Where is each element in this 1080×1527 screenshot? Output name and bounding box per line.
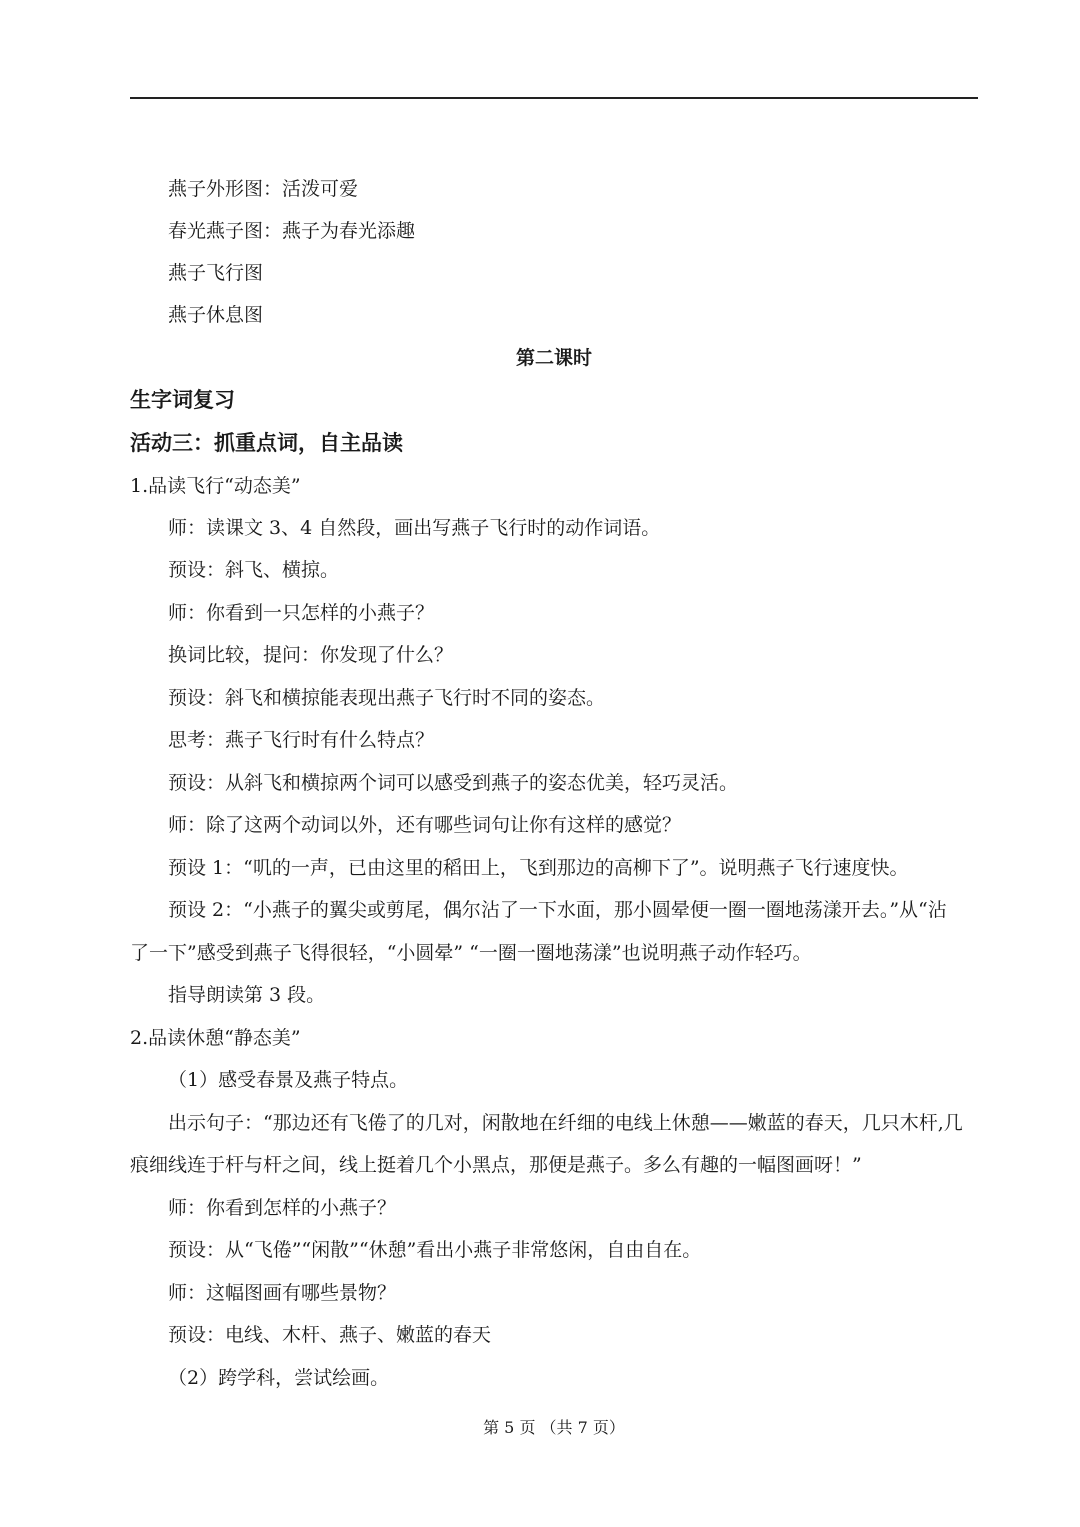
text-line: 预设：从“飞倦”“闲散”“休憩”看出小燕子非常悠闲，自由自在。 <box>168 1239 702 1261</box>
text-line: 师：你看到怎样的小燕子？ <box>168 1197 397 1219</box>
subsection-heading: 2.品读休憩“静态美” <box>130 1027 301 1049</box>
text-line: 预设：斜飞、横掠。 <box>168 559 340 581</box>
text-line: 指导朗读第 3 段。 <box>168 984 326 1006</box>
text-line: 预设：斜飞和横掠能表现出燕子飞行时不同的姿态。 <box>168 687 606 709</box>
text-line: 师：你看到一只怎样的小燕子？ <box>168 602 435 624</box>
text-line: 预设 2：“小燕子的翼尖或剪尾，偶尔沾了一下水面，那小圆晕便一圈一圈地荡漾开去。”从“沾 <box>168 899 947 921</box>
text-line: 师：除了这两个动词以外，还有哪些词句让你有这样的感觉？ <box>168 814 682 836</box>
text-line: 预设 1：“叽的一声，已由这里的稻田上，飞到那边的高柳下了”。说明燕子飞行速度快。 <box>168 857 909 879</box>
section-heading: 生字词复习 <box>130 387 235 412</box>
text-line: 燕子外形图：活泼可爱 <box>168 178 359 200</box>
text-line: 春光燕子图：燕子为春光添趣 <box>168 220 416 242</box>
text-line: 预设：电线、木杆、燕子、嫩蓝的春天 <box>168 1324 492 1346</box>
section-title: 第二课时 <box>515 347 592 369</box>
text-line: 师：读课文 3、4 自然段，画出写燕子飞行时的动作词语。 <box>168 517 661 539</box>
subsection-heading: 1.品读飞行“动态美” <box>130 475 301 497</box>
text-line: （1）感受春景及燕子特点。 <box>168 1069 409 1091</box>
text-line: 燕子飞行图 <box>168 262 264 284</box>
text-line: 预设：从斜飞和横掠两个词可以感受到燕子的姿态优美，轻巧灵活。 <box>168 772 739 794</box>
text-line: 痕细线连于杆与杆之间，线上挺着几个小黑点，那便是燕子。多么有趣的一幅图画呀！” <box>130 1154 862 1176</box>
text-line: 了一下”感受到燕子飞得很轻，“小圆晕” “一圈一圈地荡漾”也说明燕子动作轻巧。 <box>130 942 812 964</box>
text-line: 燕子休息图 <box>168 304 264 326</box>
text-line: （2）跨学科，尝试绘画。 <box>168 1367 390 1389</box>
text-line: 思考：燕子飞行时有什么特点？ <box>168 729 435 751</box>
text-line: 换词比较，提问：你发现了什么？ <box>168 644 454 666</box>
activity-heading: 活动三：抓重点词，自主品读 <box>130 430 403 455</box>
page-number: 第 5 页 （共 7 页） <box>483 1418 625 1437</box>
header-rule <box>130 97 978 99</box>
text-line: 出示句子：“那边还有飞倦了的几对，闲散地在纤细的电线上休憩——嫩蓝的春天，几只木杆,几 <box>168 1112 963 1134</box>
text-line: 师：这幅图画有哪些景物？ <box>168 1282 397 1304</box>
